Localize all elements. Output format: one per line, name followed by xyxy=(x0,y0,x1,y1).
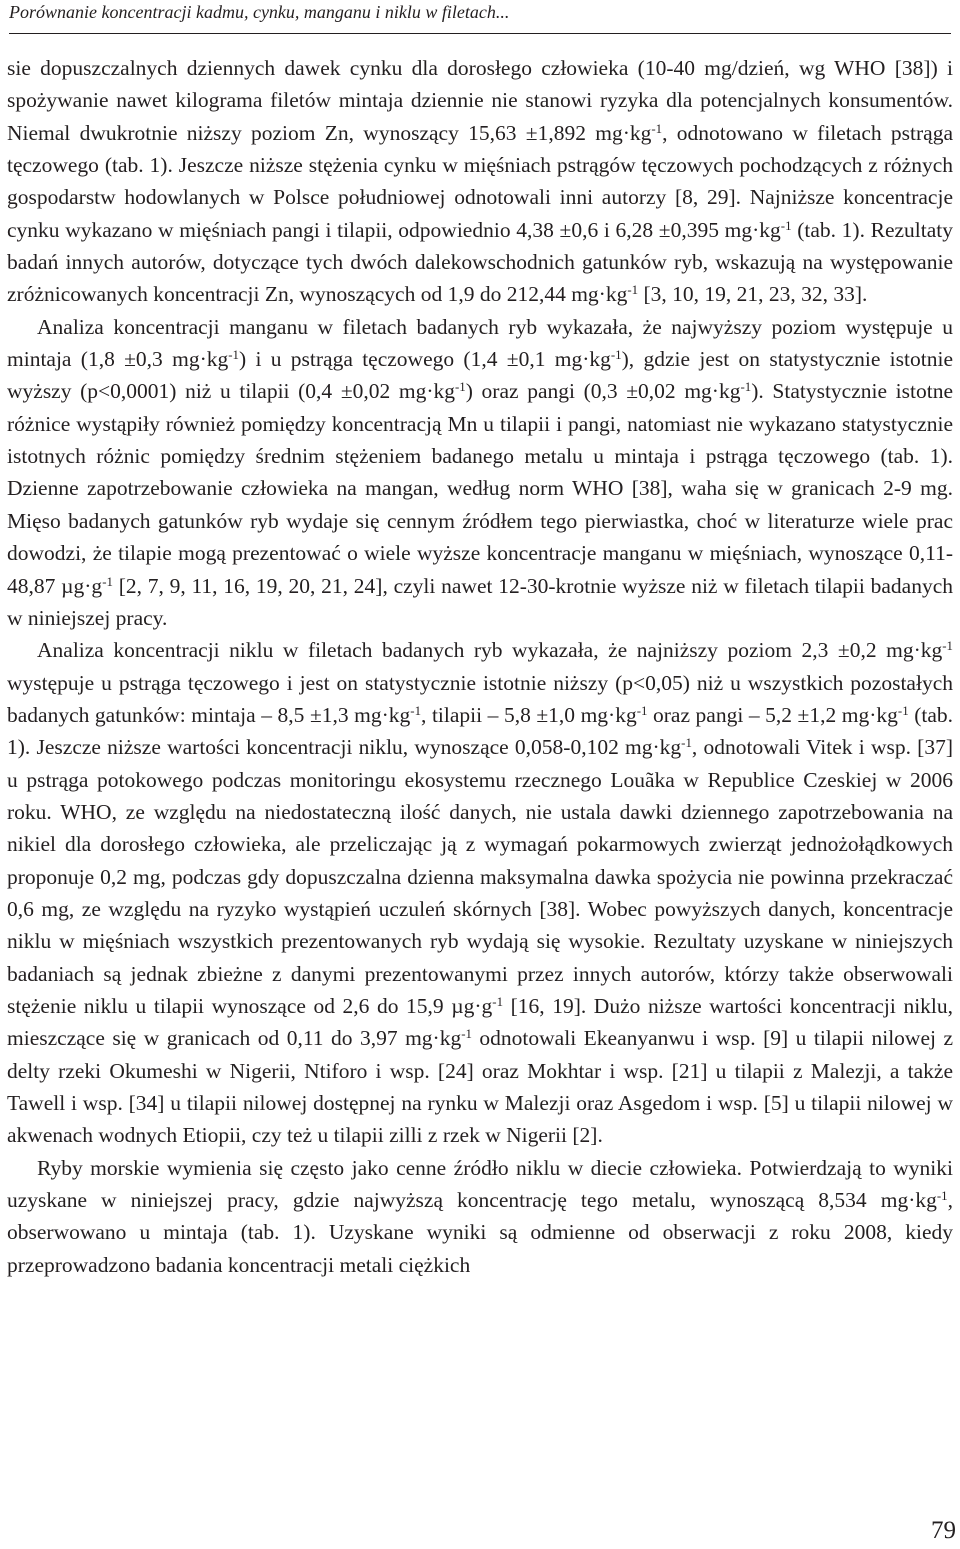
paragraph: Analiza koncentracji niklu w filetach badanych ryb wykazała, że najniższy poziom 2,3 ±0,2 $mg\cdot kg^{-1}$ występuje u pstrąga tęczowego i jest on statystycznie istotnie niższy (p<0,05) niż u wszystkich pozostałych badanych gatunków: mintaja – 8,5 ±1,3 $mg\cdot kg^{-1}$, tilapii – 5,8 ±1,0 $mg\cdot kg^{-1}$ oraz pangi – 5,2 ±1,2 $mg\cdot kg^{-1}$ (tab. 1). Jeszcze niższe wartości koncentracji niklu, wynoszące 0,058-0,102 $mg\cdot kg^{-1}$, odnotowali Vitek i wsp. [37] u pstrąga potokowego podczas monitoringu ekosystemu rzecznego Louãka w Republice Czeskiej w 2006 roku. WHO, ze względu na niedostateczną ilość danych, nie ustala dawki dziennego zapotrzebowania na nikiel dla dorosłego człowieka, ale przeliczając ją z wymagań pokarmowych zwierząt jednożołądkowych proponuje 0,2 mg, podczas gdy dopuszczalna dzienna maksymalna dawka spożycia nie powinna przekraczać 0,6 mg, ze względu na ryzyko wystąpień uczuleń skórnych [38]. Wobec powyższych danych, koncentracje niklu w mięśniach wszystkich prezentowanych ryb wydają się wysokie. Rezultaty uzyskane w niniejszych badaniach są jednak zbieżne z danymi prezentowanymi przez innych autorów, którzy także obserwowali stężenie niklu u tilapii wynoszące od 2,6 do 15,9 $\mu g\cdot g^{-1}$ [16, 19]. Dużo niższe wartości koncentracji niklu, mieszczące się w granicach od 0,11 do 3,97 $mg\cdot kg^{-1}$ odnotowali Ekeanyanwu i wsp. [9] u tilapii nilowej z delty rzeki Okumeshi w Nigerii, Ntiforo i wsp. [24] oraz Mokhtar i wsp. [21] u tilapii z Malezji, a także Tawell i wsp. [34] u tilapii nilowej dostępnej na rynku w Malezji oraz Asgedom i wsp. [5] u tilapii nilowej w akwenach wodnych Etiopii, czy też u tilapii zilli z rzek w Nigerii [2]. xyxy=(7,638,954,1148)
superscript-exponent: -1 xyxy=(942,639,953,654)
superscript-exponent: -1 xyxy=(651,121,663,136)
superscript-exponent: -1 xyxy=(897,703,909,718)
superscript-exponent: -1 xyxy=(780,218,792,233)
superscript-exponent: -1 xyxy=(636,703,648,718)
header-rule xyxy=(9,33,951,34)
superscript-exponent: -1 xyxy=(228,348,239,362)
paragraph: sie dopuszczalnych dziennych dawek cynku dla dorosłego człowieka (10-40 mg/dzień, wg WHO [38]) i spożywanie nawet kilograma filetów mintaja dziennie nie stanowi ryzyka dla potencjalnych konsumentów. Niemal dwukrotnie niższy poziom Zn, wynoszący 15,63 ±1,892 $mg\cdot kg^{-1}$, odnotowano w filetach pstrąga tęczowego (tab. 1). Jeszcze niższe stężenia cynku w mięśniach pstrągów tęczowych pochodzących z różnych gospodarstw hodowlanych w Polsce południowej odnotowali inni autorzy [8, 29]. Najniższe koncentracje cynku wykazano w mięśniach pangi i tilapii, odpowiednio 4,38 ±0,6 i 6,28 ±0,395 $mg\cdot kg^{-1}$ (tab. 1). Rezultaty badań innych autorów, dotyczące tych dwóch dalekowschodnich gatunków ryb, wskazują na występowanie zróżnicowanych koncentracji Zn, wynoszących od 1,9 do 212,44 $mg\cdot kg^{-1}$ [3, 10, 19, 21, 23, 32, 33]. xyxy=(7,56,953,307)
superscript-exponent: -1 xyxy=(610,348,622,362)
running-header: Porównanie koncentracji kadmu, cynku, manganu i niklu w filetach... xyxy=(9,2,510,22)
superscript-exponent: -1 xyxy=(627,283,639,298)
superscript-exponent: -1 xyxy=(740,380,752,395)
superscript-exponent: -1 xyxy=(410,703,422,718)
page-number: 79 xyxy=(931,1517,956,1544)
superscript-exponent: -1 xyxy=(455,380,466,395)
superscript-exponent: -1 xyxy=(681,736,692,751)
superscript-exponent: -1 xyxy=(102,574,113,589)
paragraph: Ryby morskie wymienia się często jako cenne źródło niklu w diecie człowieka. Potwierdzają to wyniki uzyskane w niniejszej pracy, gdzie najwyższą koncentrację tego metalu, wynoszącą 8,534 $mg\cdot kg^{-1}$, obserwowano u mintaja (tab. 1). Uzyskane wyniki są odmienne od obserwacji z roku 2008, kiedy przeprowadzono badania koncentracji metali ciężkich xyxy=(7,1155,953,1277)
superscript-exponent: -1 xyxy=(936,1188,948,1203)
body-text xyxy=(7,52,953,1281)
superscript-exponent: -1 xyxy=(492,994,504,1009)
paragraph: Analiza koncentracji manganu w filetach badanych ryb wykazała, że najwyższy poziom występuje u mintaja (1,8 ±0,3 $mg\cdot kg^{-1}$) i u pstrąga tęczowego (1,4 ±0,1 $mg\cdot kg^{-1}$), gdzie jest on statystycznie istotnie wyższy (p<0,0001) niż u tilapii (0,4 ±0,02 $mg\cdot kg^{-1}$) oraz pangi (0,3 ±0,02 $mg\cdot kg^{-1}$). Statystycznie istotne różnice wystąpiły również pomiędzy koncentracją Mn u tilapii i pangi, natomiast nie wykazano statystycznie istotnych różnic pomiędzy średnim stężeniem badanego metalu u mintaja i pstrąga tęczowego (tab. 1). Dzienne zapotrzebowanie człowieka na mangan, według norm WHO [38], waha się w granicach 2-9 mg. Mięso badanych gatunków ryb wydaje się cennym źródłem tego pierwiastka, choć w literaturze wiele prac dowodzi, że tilapie mogą prezentować o wiele wyższe koncentracje manganu w mięśniach, wynoszące 0,11-48,87 $\mu g\cdot g^{-1}$ [2, 7, 9, 11, 16, 19, 20, 21, 24], czyli nawet 12-30-krotnie wyższe niż w filetach tilapii badanych w niniejszej pracy. xyxy=(7,314,953,630)
superscript-exponent: -1 xyxy=(461,1027,472,1042)
